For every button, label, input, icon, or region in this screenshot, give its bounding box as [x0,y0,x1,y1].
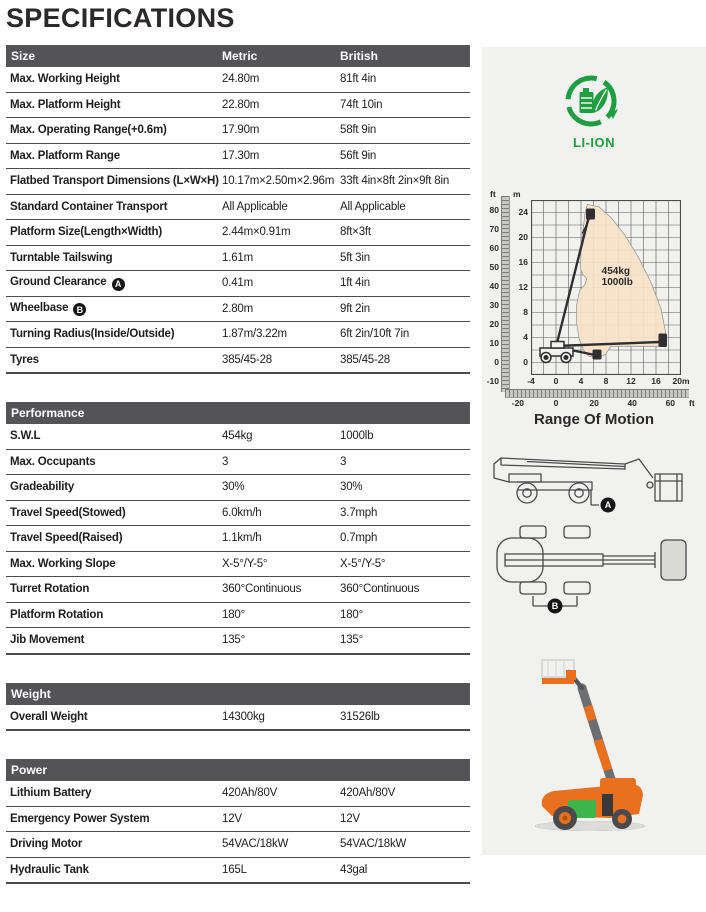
british-value: 56ft 9in [340,149,377,162]
british-value: 385/45-28 [340,353,390,366]
svg-text:B: B [551,601,559,611]
axis-tick-label: 80 [489,204,499,215]
row-label: Travel Speed(Raised) [10,532,123,545]
british-value: 6ft 2in/10ft 7in [340,328,410,341]
dimension-a-marker [601,498,616,513]
marker-a-icon: A [112,278,125,291]
table-row [6,348,470,375]
row-label: Emergency Power System [10,812,150,825]
section-title: Weight [11,686,51,701]
axis-tick-label: 20 [489,318,499,329]
table-row [6,322,470,348]
row-label: Platform Rotation [10,608,104,621]
metric-value: X-5°/Y-5° [222,557,268,570]
row-label: Standard Container Transport [10,200,168,213]
li-ion-label: LI-ION [573,135,615,150]
platform-basket-photo [542,660,576,684]
table-row [6,781,470,807]
row-label: Flatbed Transport Dimensions (L×W×H) [10,175,219,188]
axis-tick-label: 0 [494,357,499,367]
axis-tick-label: 60 [489,242,499,253]
metric-value: 0.41m [222,277,253,290]
chart-caption: Range Of Motion [534,411,654,428]
axis-tick-label: 4 [578,376,584,386]
metric-value: 6.0km/h [222,506,262,519]
british-value: 135° [340,634,363,647]
table-row [6,858,470,885]
british-value: 3.7mph [340,506,378,519]
axis-tick-label: 8 [603,376,609,386]
british-value: 9ft 2in [340,302,370,315]
table-header [6,759,470,781]
boom-lift-photo [482,628,706,840]
spec-table-performance [6,402,470,655]
metric-value: 2.80m [222,302,253,315]
row-label: Ground Clearance A [6,276,222,291]
axis-tick-label: 12 [518,282,528,292]
metric-value: 135° [222,634,245,647]
british-value: 420Ah/80V [340,787,396,800]
table-row [6,67,470,93]
row-label: Turntable Tailswing [10,251,113,264]
axis-tick-label: 8 [523,307,528,317]
row-label: Max. Occupants [10,455,96,468]
row-label: Lithium Battery [10,787,92,800]
metric-value: 22.80m [222,98,260,111]
y-axis-ft-ruler [501,196,510,392]
marker-b-icon: B [73,303,86,316]
metric-value: 1.1km/h [222,532,262,545]
table-row [6,246,470,272]
axis-tick-label: 20 [518,232,528,242]
metric-value: 165L [222,863,247,876]
spec-table-size [6,45,470,374]
metric-value: 14300kg [222,710,265,723]
table-row [6,603,470,629]
british-value: 43gal [340,863,368,876]
boom-photo [569,672,615,792]
table-row [6,195,470,221]
row-label: Platform Size(Length×Width) [10,226,162,239]
col-metric: Metric [222,49,258,63]
british-value: 31526lb [340,710,380,723]
y-axis-ft-unit: ft [490,189,496,199]
spec-tables [6,45,470,912]
li-ion-battery-eco-icon [563,73,619,129]
british-value: 1ft 4in [340,277,370,290]
british-value: 12V [340,812,360,825]
row-label: Hydraulic Tank [10,863,89,876]
axis-tick-label: 4 [523,332,528,342]
axis-tick-label: 70 [489,223,499,234]
british-value: X-5°/Y-5° [340,557,386,570]
y-axis-ft-labels [482,200,499,400]
metric-value: 1.87m/3.22m [222,328,287,341]
metric-value: 30% [222,481,245,494]
axis-tick-label: 0 [553,376,559,386]
metric-value: 54VAC/18kW [222,838,289,851]
section-title: Power [11,763,48,777]
table-row [6,220,470,246]
leaf-icon [593,88,608,114]
x-axis-m-labels [527,376,691,387]
axis-tick-label: 20 [589,398,599,408]
row-label: Max. Operating Range(+0.6m) [10,124,167,137]
row-label: Overall Weight [10,710,88,723]
dimension-b-marker [548,599,563,614]
row-label: Jib Movement [10,634,85,647]
axis-tick-label: -10 [486,376,499,387]
metric-value: 385/45-28 [222,353,272,366]
row-label: Turning Radius(Inside/Outside) [10,328,175,341]
x-axis-ft-unit: ft [689,398,695,408]
right-panel [482,47,706,855]
british-value: 3 [340,455,347,468]
machine-side-view-drawing [487,445,701,518]
british-value: All Applicable [340,200,406,213]
metric-value: 360°Continuous [222,583,302,596]
axis-tick-label: 24 [518,207,528,217]
battery-icon [580,88,594,113]
table-header [6,402,470,424]
table-row [6,93,470,119]
machine-top-view-drawing [487,518,701,618]
row-label: Driving Motor [10,838,83,851]
section-title: Size [11,49,36,63]
metric-value: 454kg [222,430,253,443]
table-row [6,271,470,297]
table-row [6,501,470,527]
axis-tick-label: -4 [527,376,535,386]
british-value: 0.7mph [340,532,378,545]
row-label: Wheelbase B [6,302,222,317]
metric-value: 17.30m [222,149,260,162]
british-value: 180° [340,608,363,621]
table-header [6,683,470,705]
table-row [6,552,470,578]
axis-tick-label: 20m [672,376,690,386]
spec-table-power [6,759,470,884]
metric-value: 3 [222,455,229,468]
table-row [6,118,470,144]
axis-tick-label: 30 [489,299,499,310]
row-label: Max. Working Height [10,73,120,86]
table-row [6,526,470,552]
table-row [6,705,470,732]
range-of-motion-plot [531,200,681,375]
axis-tick-label: 0 [523,357,528,367]
row-label: Max. Platform Range [10,149,120,162]
x-axis-ft-ruler [505,389,689,398]
table-row [6,144,470,170]
col-british: British [340,49,379,63]
table-row [6,169,470,195]
table-row [6,424,470,450]
row-label: Max. Working Slope [10,557,116,570]
row-label: Travel Speed(Stowed) [10,506,126,519]
british-value: 58ft 9in [340,124,377,137]
metric-value: 24.80m [222,73,260,86]
y-axis-m-labels [510,200,528,390]
range-of-motion-chart [482,189,706,437]
axis-tick-label: 60 [665,398,676,408]
axis-tick-label: 0 [553,398,559,408]
metric-value: 180° [222,608,245,621]
table-row [6,297,470,323]
row-label: Tyres [10,353,39,366]
x-axis-ft-labels [511,398,701,409]
row-label: Max. Platform Height [10,98,121,111]
axis-tick-label: 12 [626,376,636,386]
british-value: 54VAC/18kW [340,838,407,851]
axis-tick-label: 16 [651,376,661,386]
capacity-label: 454kg 1000lb [601,265,633,288]
table-row [6,577,470,603]
axis-tick-label: 40 [627,398,637,408]
axis-tick-label: 10 [489,337,499,348]
table-row [6,832,470,858]
british-value: 81ft 4in [340,73,377,86]
metric-value: 17.90m [222,124,260,137]
table-header [6,45,470,67]
british-value: 33ft 4in×8ft 2in×9ft 8in [340,175,450,188]
axis-tick-label: -20 [511,398,525,408]
metric-value: 10.17m×2.50m×2.96m [222,175,335,188]
axis-tick-label: 40 [489,280,499,291]
british-value: 360°Continuous [340,583,420,596]
metric-value: 1.61m [222,251,253,264]
table-row [6,807,470,833]
row-label: S.W.L [10,430,41,443]
table-row [6,475,470,501]
page-title: SPECIFICATIONS [6,3,235,33]
table-row [6,628,470,655]
metric-value: 12V [222,812,242,825]
svg-text:A: A [604,500,612,510]
y-axis-m-unit: m [513,189,521,199]
british-value: 5ft 3in [340,251,370,264]
table-row [6,450,470,476]
metric-value: All Applicable [222,200,288,213]
axis-tick-label: 50 [489,261,499,272]
axis-tick-label: 16 [518,257,528,267]
metric-value: 420Ah/80V [222,787,278,800]
section-title: Performance [11,406,85,420]
british-value: 8ft×3ft [340,226,371,239]
british-value: 74ft 10in [340,98,383,111]
row-label: Gradeability [10,481,75,494]
row-label: Turret Rotation [10,583,90,596]
british-value: 1000lb [340,430,374,443]
british-value: 30% [340,481,363,494]
spec-table-weight [6,683,470,732]
metric-value: 2.44m×0.91m [222,226,291,239]
